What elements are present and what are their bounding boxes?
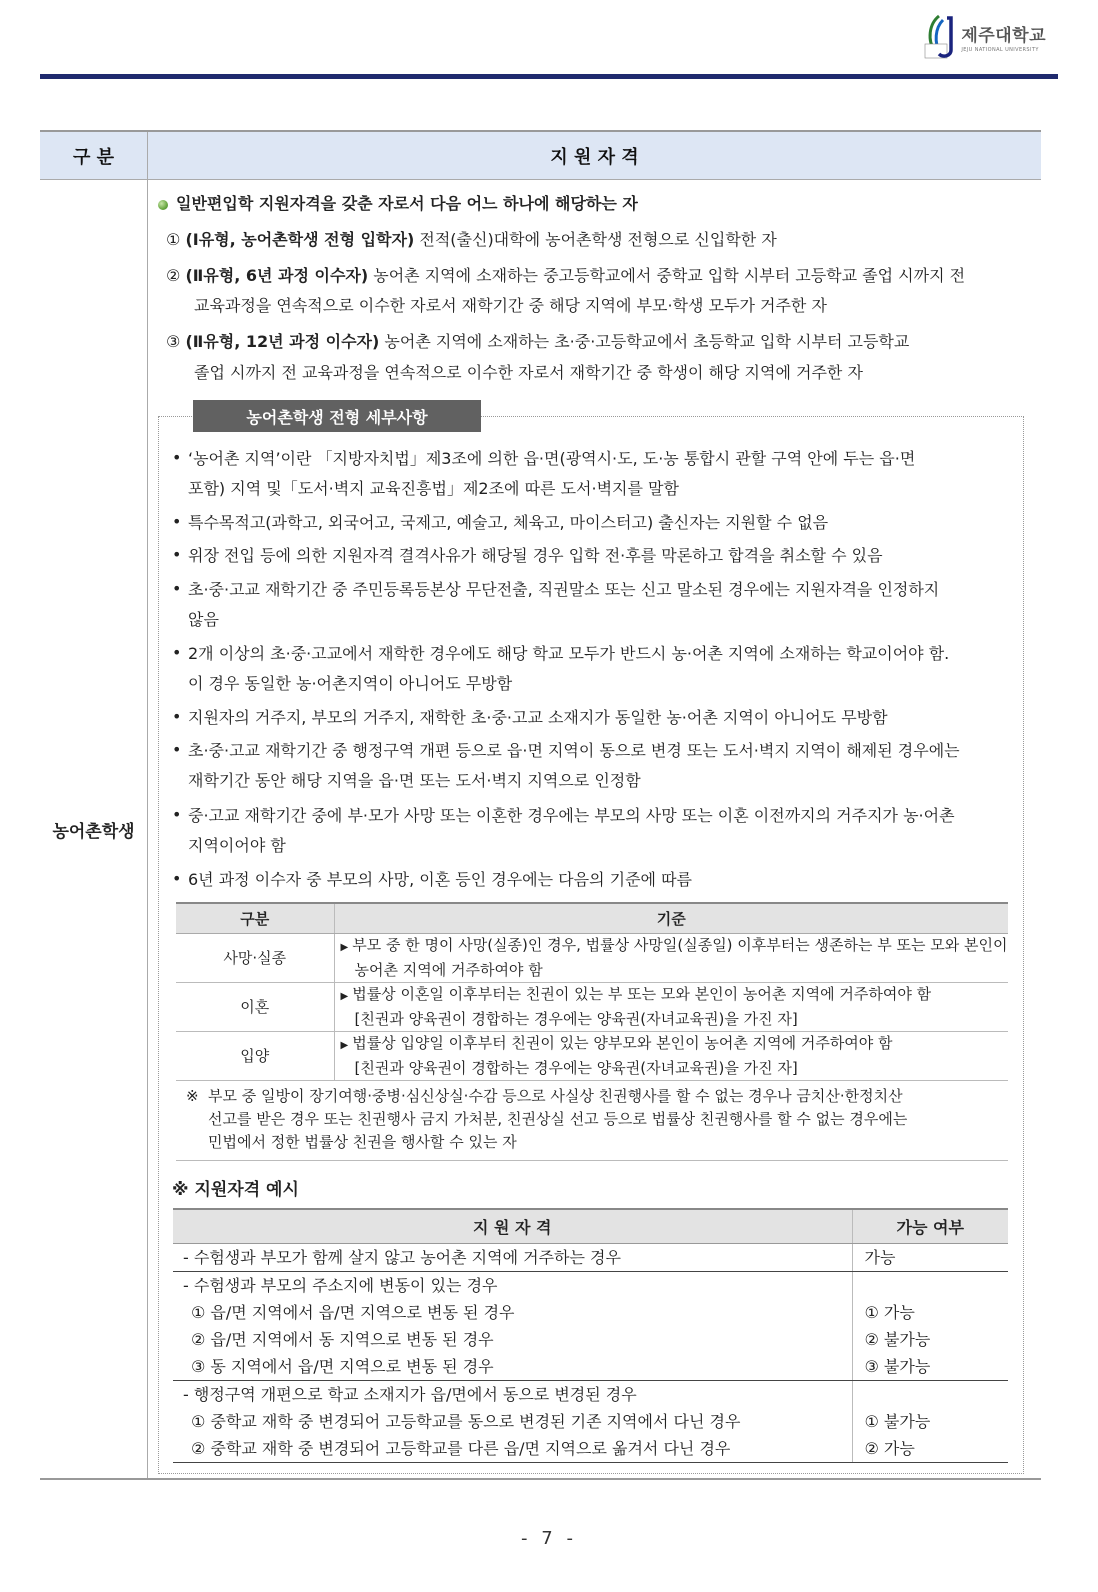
header-rule <box>40 74 1058 79</box>
table-row: 사망·실종 ▶ 부모 중 한 명이 사망(실종)인 경우, 법률상 사망일(실종일) 이후부터는 생존하는 부 또는 모와 본인이 농어촌 지역에 거주하여야 함 <box>176 933 1008 982</box>
intro-item-3: ③ (Ⅱ유형, 12년 과정 이수자) 농어촌 지역에 소재하는 초·중·고등학교에서 초등학교 입학 시부터 고등학교 <box>166 332 910 351</box>
detail-bullet-8-line2: 지역이어야 함 <box>188 836 286 855</box>
detail-bullet-8: 중·고교 재학기간 중에 부·모가 사망 또는 이혼한 경우에는 부모의 사망 또는 이혼 이전까지의 거주지가 농·어촌 <box>188 806 955 825</box>
header-category: 구 분 <box>40 132 148 180</box>
bullet-dot: • <box>172 545 182 564</box>
bullet-dot: • <box>172 643 182 662</box>
detail-bullet-3: 위장 전입 등에 의한 지원자격 결격사유가 해당될 경우 입학 전·후를 막론하고 합격을 취소할 수 있음 <box>188 546 883 565</box>
intro-item-2: ② (Ⅱ유형, 6년 과정 이수자) 농어촌 지역에 소재하는 중고등학교에서 중학교 입학 시부터 고등학교 졸업 시까지 전 <box>166 266 966 285</box>
table-row: 입양 ▶ 법률상 입양일 이후부터 친권이 있는 양부모와 본인이 농어촌 지역에 거주하여야 함 [친권과 양육권이 경합하는 경우에는 양육권(자녀교육권)을 가진 자] <box>176 1031 1008 1080</box>
jeju-logo-icon <box>921 14 955 60</box>
detail-bullet-2: 특수목적고(과학고, 외국어고, 국제고, 예술고, 체육고, 마이스터고) 출신자는 지원할 수 없음 <box>188 513 829 532</box>
table-row: - 행정구역 개편으로 학교 소재지가 읍/면에서 동으로 변경된 경우 ① 중학교 재학 중 변경되어 고등학교를 동으로 변경된 기존 지역에서 다닌 경우 ② 중학교 재학 중 변경되어 고등학교를 다른 읍/면 지역으로 옮겨서 다닌 경우 ① 불가능 ② 가능 <box>173 1380 1008 1462</box>
criteria-cat: 사망·실종 <box>176 933 334 982</box>
bullet-dot: • <box>172 805 182 824</box>
detail-bullet-9: 6년 과정 이수자 중 부모의 사망, 이혼 등인 경우에는 다음의 기준에 따름 <box>188 870 692 889</box>
triangle-bullet-icon: ▶ <box>340 990 349 1002</box>
criteria-table <box>176 902 1008 1161</box>
detail-bullet-4: 초·중·고교 재학기간 중 주민등록등본상 무단전출, 직권말소 또는 신고 말소된 경우에는 지원자격을 인정하지 <box>188 580 940 599</box>
intro-headline: 일반편입학 지원자격을 갖춘 자로서 다음 어느 하나에 해당하는 자 <box>158 191 638 214</box>
detail-bullet-6: 지원자의 거주지, 부모의 거주지, 재학한 초·중·고교 소재지가 동일한 농·어촌 지역이 아니어도 무방함 <box>188 708 888 727</box>
bullet-dot: • <box>172 869 182 888</box>
examples-header-availability: 가능 여부 <box>852 1209 1008 1243</box>
detail-bullet-7: 초·중·고교 재학기간 중 행정구역 개편 등으로 읍·면 지역이 동으로 변경 또는 도서·벽지 지역이 해제된 경우에는 <box>188 741 960 760</box>
logo-english-name: JEJU NATIONAL UNIVERSITY <box>961 47 1039 53</box>
detail-bullet-4-line2: 않음 <box>188 610 219 629</box>
examples-title: ※ 지원자격 예시 <box>172 1180 299 1200</box>
intro-item-3-line2: 졸업 시까지 전 교육과정을 연속적으로 이수한 자로서 재학기간 중 학생이 해당 지역에 거주한 자 <box>194 363 863 382</box>
detail-bullet-5: 2개 이상의 초·중·고교에서 재학한 경우에도 해당 학교 모두가 반드시 농·어촌 지역에 소재하는 학교이어야 함. <box>188 644 950 663</box>
triangle-bullet-icon: ▶ <box>340 941 349 953</box>
table-row: - 수험생과 부모가 함께 살지 않고 농어촌 지역에 거주하는 경우 가능 <box>173 1243 1008 1271</box>
bullet-dot: • <box>172 512 182 531</box>
bullet-dot: • <box>172 579 182 598</box>
bullet-dot: • <box>172 707 182 726</box>
examples-table <box>173 1208 1008 1463</box>
intro-item-1: ① (Ⅰ유형, 농어촌학생 전형 입학자) 전적(출신)대학에 농어촌학생 전형으로 신입학한 자 <box>166 230 777 249</box>
criteria-header-category: 구분 <box>176 903 334 933</box>
category-cell: 농어촌학생 <box>40 180 148 1478</box>
bullet-dot: • <box>172 448 182 467</box>
green-bullet-icon <box>158 200 168 210</box>
details-title: 농어촌학생 전형 세부사항 <box>193 400 481 432</box>
detail-bullet-1: ‘농어촌 지역’이란 「지방자치법」제3조에 의한 읍·면(광역시·도, 도·농 통합시 관할 구역 안에 두는 읍·면 <box>188 449 916 468</box>
table-row: - 수험생과 부모의 주소지에 변동이 있는 경우 ① 읍/면 지역에서 읍/면 지역으로 변동 된 경우 ② 읍/면 지역에서 동 지역으로 변동 된 경우 ③ 동 지역에서 읍/면 지역으로 변동 된 경우 ① 가능 ② 불가능 ③ 불가능 <box>173 1271 1008 1380</box>
criteria-note-row: ※ 부모 중 일방이 장기여행·중병·심신상실·수감 등으로 사실상 친권행사를 할 수 없는 경우나 금치산·한정치산 선고를 받은 경우 또는 친권행사 금지 가처분, 친권상실 선고 등으로 법률상 친권행사를 할 수 없는 경우에는 민법에서 정한 법률상 친권을 행사할 수 있는 자 <box>176 1080 1008 1160</box>
bullet-dot: • <box>172 740 182 759</box>
examples-header-qualification: 지 원 자 격 <box>173 1209 852 1243</box>
page-number: - 7 - <box>521 1528 577 1549</box>
detail-bullet-7-line2: 재학기간 동안 해당 지역을 읍·면 또는 도서·벽지 지역으로 인정함 <box>188 771 641 790</box>
criteria-cat: 입양 <box>176 1031 334 1080</box>
detail-bullet-1-line2: 포함) 지역 및「도서·벽지 교육진흥법」제2조에 따른 도서·벽지를 말함 <box>188 479 679 498</box>
detail-bullet-5-line2: 이 경우 동일한 농·어촌지역이 아니어도 무방함 <box>188 674 513 693</box>
criteria-header-standard: 기준 <box>334 903 1008 933</box>
intro-item-2-line2: 교육과정을 연속적으로 이수한 자로서 재학기간 중 해당 지역에 부모·학생 모두가 거주한 자 <box>194 296 827 315</box>
criteria-cat: 이혼 <box>176 982 334 1031</box>
header-qualification: 지 원 자 격 <box>148 132 1041 180</box>
university-logo <box>921 14 1046 60</box>
triangle-bullet-icon: ▶ <box>340 1039 349 1051</box>
table-row: 이혼 ▶ 법률상 이혼일 이후부터는 친권이 있는 부 또는 모와 본인이 농어촌 지역에 거주하여야 함 [친권과 양육권이 경합하는 경우에는 양육권(자녀교육권)을 가진 자] <box>176 982 1008 1031</box>
logo-korean-name: 제주대학교 <box>961 26 1046 46</box>
